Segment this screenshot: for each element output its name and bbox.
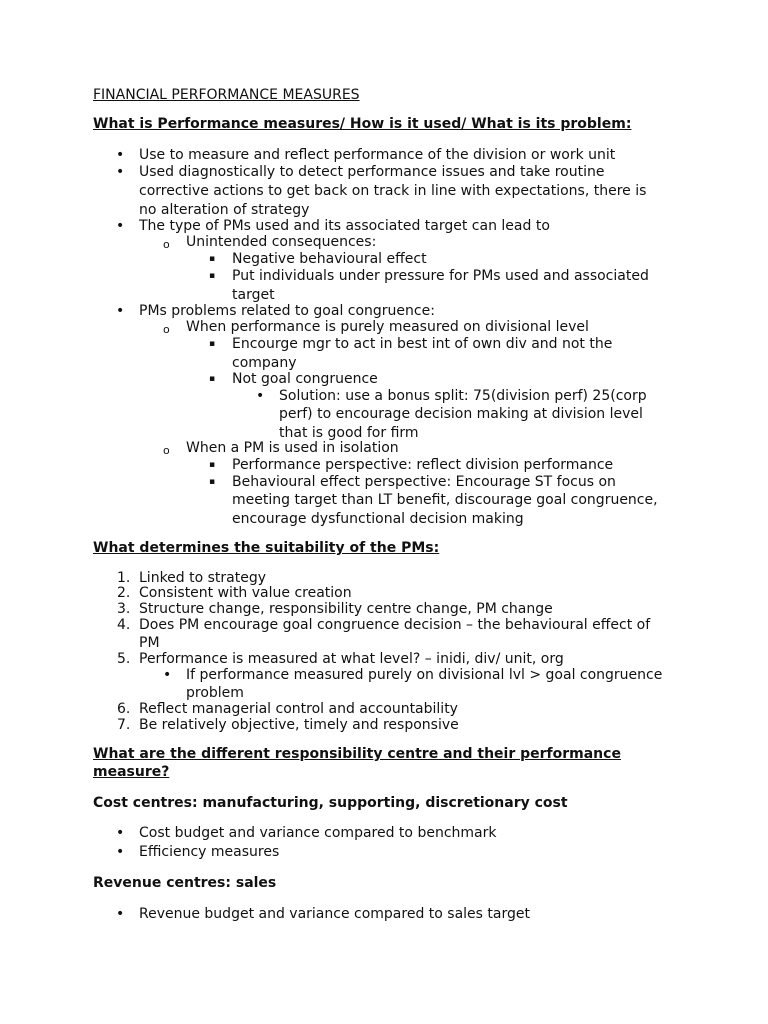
bullet: • xyxy=(116,825,125,841)
square-bullet: ▪ xyxy=(209,374,216,384)
sub-bullet: o xyxy=(163,444,170,457)
list-item: Performance perspective: reflect division performance xyxy=(232,457,614,473)
list-item: Efficiency measures xyxy=(139,844,280,860)
list-number: 4. xyxy=(117,617,131,633)
list-item: Put individuals under pressure for PMs used and associated xyxy=(232,268,649,284)
list-item: PMs problems related to goal congruence: xyxy=(139,303,435,319)
list-item: Performance is measured at what level? – inidi, div/ unit, org xyxy=(139,651,564,667)
list-item: Structure change, responsibility centre change, PM change xyxy=(139,601,553,617)
list-number: 2. xyxy=(117,585,131,601)
list-item: problem xyxy=(186,685,244,701)
section-heading-performance-measures: What is Performance measures/ How is it used/ What is its problem: xyxy=(93,116,632,132)
bullet: • xyxy=(116,218,125,234)
bullet: • xyxy=(116,906,125,922)
list-item: Cost budget and variance compared to benchmark xyxy=(139,825,497,841)
list-item: perf) to encourage decision making at division level xyxy=(279,406,643,422)
list-item: target xyxy=(232,287,275,303)
sub-bullet: o xyxy=(163,238,170,251)
list-item: If performance measured purely on divisional lvl > goal congruence xyxy=(186,667,663,683)
section-heading-responsibility-centre: What are the different responsibility centre and their performance xyxy=(93,746,621,762)
square-bullet: ▪ xyxy=(209,477,216,487)
list-item: company xyxy=(232,355,297,371)
section-heading-revenue-centres: Revenue centres: sales xyxy=(93,875,277,891)
list-item: Linked to strategy xyxy=(139,570,267,586)
list-item: no alteration of strategy xyxy=(139,202,310,218)
list-item: The type of PMs used and its associated target can lead to xyxy=(139,218,550,234)
list-number: 3. xyxy=(117,601,131,617)
list-item: corrective actions to get back on track in line with expectations, there is xyxy=(139,183,647,199)
section-heading-responsibility-centre-cont: measure? xyxy=(93,764,170,780)
bullet: • xyxy=(256,388,265,404)
list-item: encourage dysfunctional decision making xyxy=(232,511,524,527)
section-heading-cost-centres: Cost centres: manufacturing, supporting, discretionary cost xyxy=(93,795,568,811)
list-item: Revenue budget and variance compared to sales target xyxy=(139,906,530,922)
document-title: FINANCIAL PERFORMANCE MEASURES xyxy=(93,87,360,103)
bullet: • xyxy=(116,303,125,319)
list-item: Use to measure and reflect performance of the division or work unit xyxy=(139,147,616,163)
list-item: PM xyxy=(139,635,160,651)
list-item: Be relatively objective, timely and responsive xyxy=(139,717,459,733)
square-bullet: ▪ xyxy=(209,460,216,470)
bullet: • xyxy=(163,667,172,683)
list-item: Used diagnostically to detect performance issues and take routine xyxy=(139,164,605,180)
list-item: When a PM is used in isolation xyxy=(186,440,399,456)
list-item: Reflect managerial control and accountability xyxy=(139,701,458,717)
list-item: Does PM encourage goal congruence decision – the behavioural effect of xyxy=(139,617,651,633)
list-item: When performance is purely measured on divisional level xyxy=(186,319,589,335)
sub-bullet: o xyxy=(163,323,170,336)
list-item: Encourge mgr to act in best int of own div and not the xyxy=(232,336,613,352)
list-item: meeting target than LT benefit, discourage goal congruence, xyxy=(232,492,658,508)
list-item: Consistent with value creation xyxy=(139,585,352,601)
list-number: 7. xyxy=(117,717,131,733)
bullet: • xyxy=(116,164,125,180)
square-bullet: ▪ xyxy=(209,271,216,281)
list-item: Negative behavioural effect xyxy=(232,251,427,267)
list-item: Solution: use a bonus split: 75(division perf) 25(corp xyxy=(279,388,647,404)
list-item: Behavioural effect perspective: Encourage ST focus on xyxy=(232,474,616,490)
list-number: 5. xyxy=(117,651,131,667)
list-number: 6. xyxy=(117,701,131,717)
bullet: • xyxy=(116,844,125,860)
square-bullet: ▪ xyxy=(209,254,216,264)
list-item: Not goal congruence xyxy=(232,371,378,387)
section-heading-suitability: What determines the suitability of the PMs: xyxy=(93,540,440,556)
list-item: Unintended consequences: xyxy=(186,234,377,250)
bullet: • xyxy=(116,147,125,163)
square-bullet: ▪ xyxy=(209,339,216,349)
list-item: that is good for firm xyxy=(279,425,419,441)
list-number: 1. xyxy=(117,570,131,586)
